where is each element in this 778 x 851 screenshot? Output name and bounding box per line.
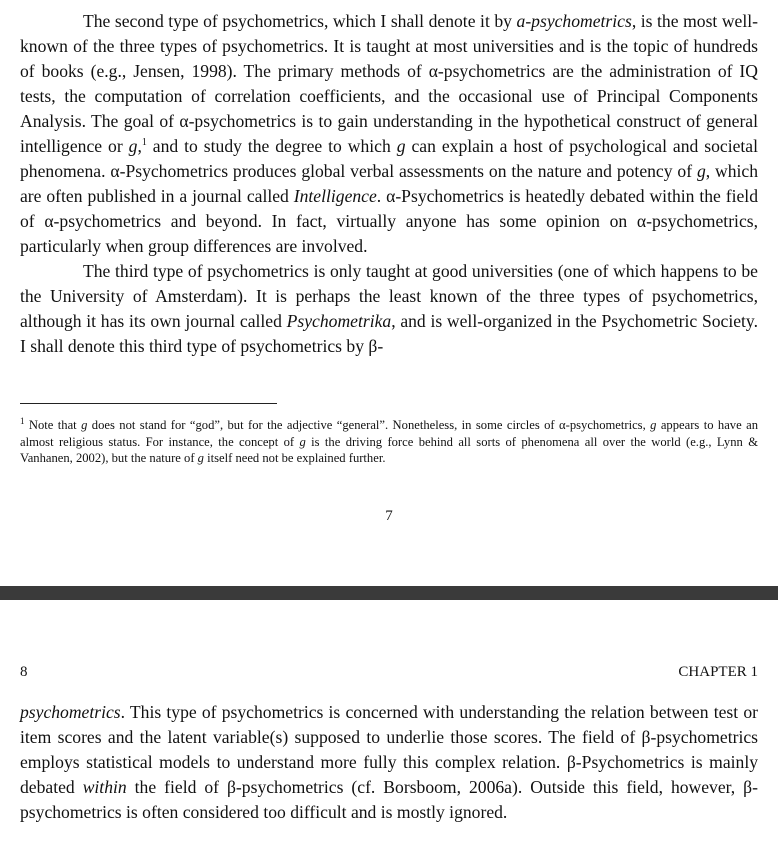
- footnote-number: 1: [20, 416, 25, 426]
- body-text-page-7: [20, 9, 758, 359]
- body-text-page-8: [20, 700, 758, 825]
- footnote-reference: 1: [141, 137, 147, 148]
- footnote: $^1$ Note that g does not stand for “god”, but for the adjective “general”. Nonetheless, in some circles of α-psychometrics, g appears to have an almost religious status. For instance, the concept of g is the driving force behind all sorts of phenomena all over the world (e.g., Lynn & Vanhanen, 2002), but the nature of g itself need not be explained further.: [20, 416, 758, 466]
- paragraph-alpha-psychometrics: The second type of psychometrics, which I shall denote it by a-psychometrics, is the most well-known of the three types of psychometrics. It is taught at most universities and is the topic of hundreds of books (e.g., Jensen, 1998). The primary methods of α-psychometrics are the administration of IQ tests, the computation of correlation coefficients, and the occasional use of Principal Components Analysis. The goal of α-psychometrics is to gain understanding in the hypothetical construct of general intelligence or g,$^1$ and to study the degree to which g can explain a host of psychological and societal phenomena. α-Psychometrics produces global verbal assessments on the nature and potency of g, which are often published in a journal called Intelligence. α-Psychometrics is heatedly debated within the field of α-psychometrics and beyond. In fact, virtually anyone has some opinion on α-psychometrics, particularly when group differences are involved.: [20, 11, 759, 256]
- running-header: [20, 664, 758, 681]
- chapter-title: CHAPTER 1: [678, 664, 758, 680]
- page-divider: [0, 586, 778, 600]
- paragraph-beta-continued: psychometrics. This type of psychometrics is concerned with understanding the relation between test or item scores and the latent variable(s) supposed to underlie those scores. The field of β-psychometrics employs statistical models to understand more fully this complex relation. β-Psychometrics is mainly debated within the field of β-psychometrics (cf. Borsboom, 2006a). Outside this field, however, β-psychometrics is often considered too difficult and is mostly ignored.: [20, 702, 758, 822]
- paragraph-beta-psychometrics: The third type of psychometrics is only taught at good universities (one of which happens to be the University of Amsterdam). It is perhaps the least known of the three types of psychometrics, although it has its own journal called Psychometrika, and is well-organized in the Psychometric Society. I shall denote this third type of psychometrics by β-: [20, 261, 758, 356]
- page-number: 7: [385, 508, 393, 524]
- footnote-separator: [20, 403, 277, 404]
- page-number: 8: [20, 664, 28, 680]
